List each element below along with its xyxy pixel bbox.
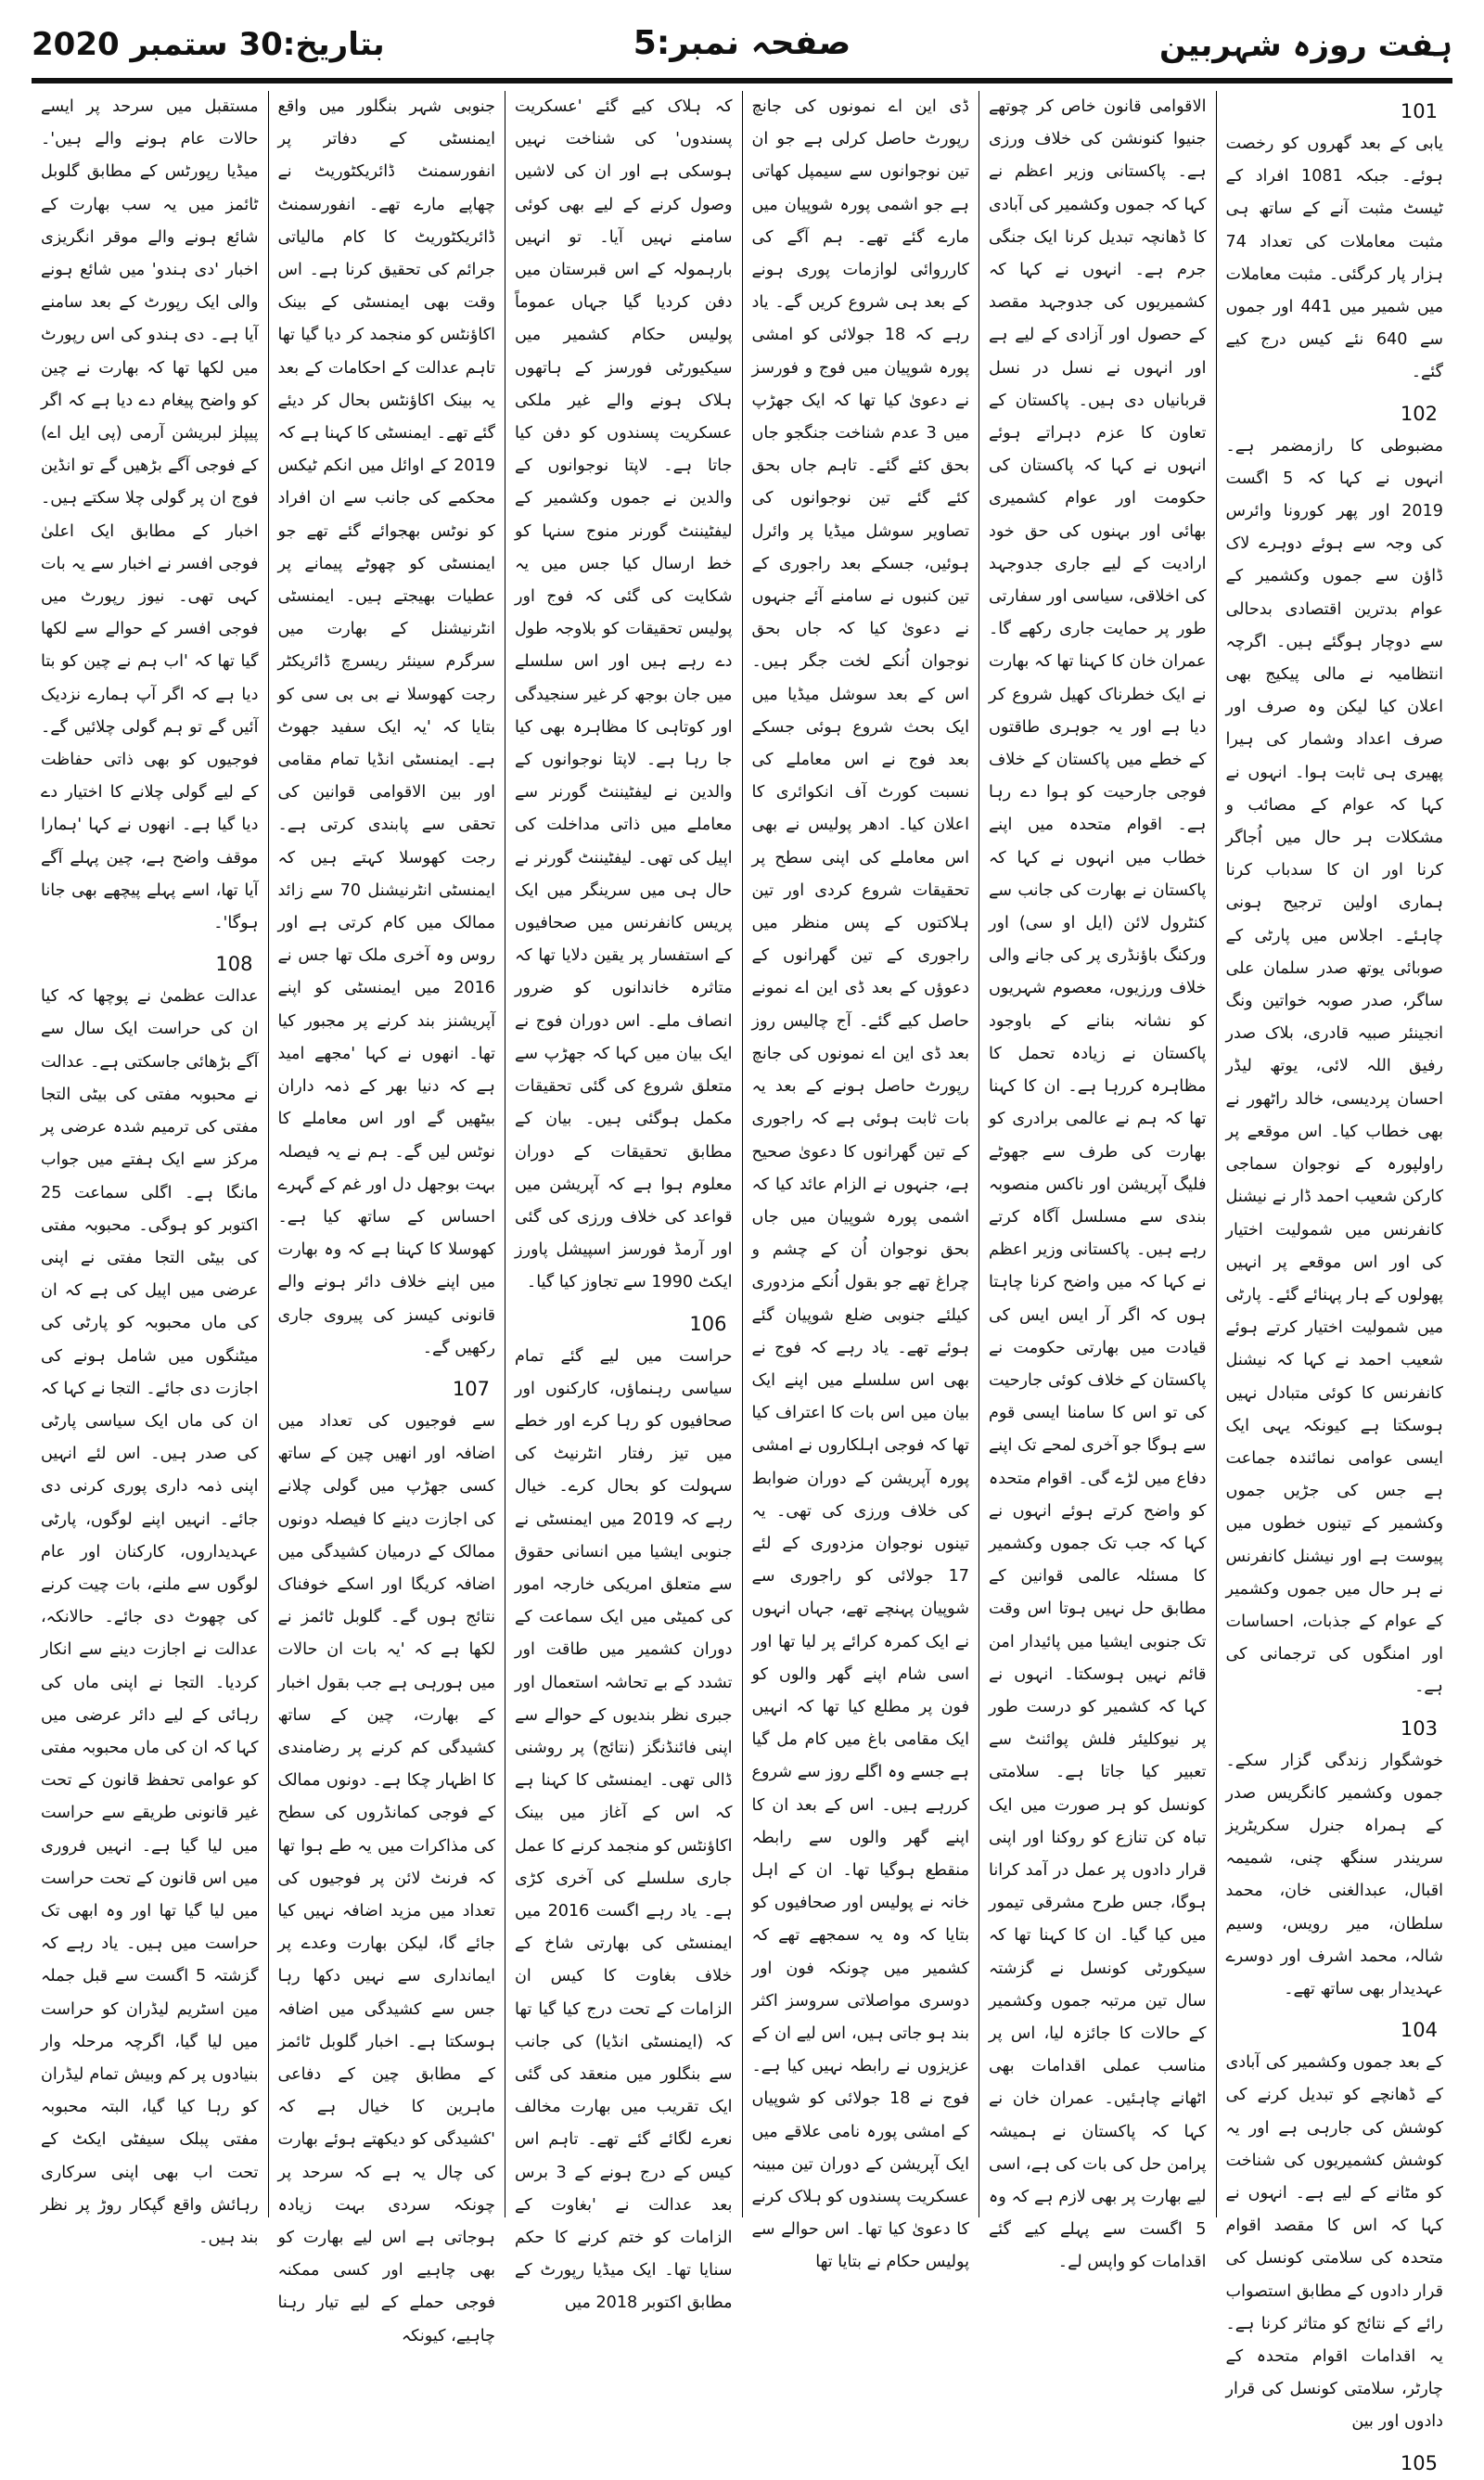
article-paragraph: کے بعد جموں وکشمیر کی آبادی کے ڈھانچے کو تبدیل کرنے کی کوشش کی جارہی ہے اور یہ کوشش کشمیریوں کی شناخت کو مٹانے کے لیے ہے۔ انہوں نے کہا کہ اس کا مقصد اقوام متحدہ کی سلامتی کونسل کی قرار دادوں کے مطابق استصواب رائے کے نتائج کو متاثر کرنا ہے۔ یہ اقدامات اقوام متحدہ کے چارٹر، سلامتی کونسل کی قرار دادوں اور بین (1225, 2053, 1443, 2432)
article-paragraph: الاقوامی قانون خاص کر چوتھے جنیوا کنونشن کی خلاف ورزی ہے۔ پاکستانی وزیر اعظم نے کہا کہ جموں وکشمیر کی آبادی کا ڈھانچہ تبدیل کرنا ایک جنگی جرم ہے۔ انہوں نے کہا کہ کشمیریوں کی جدوجہد مقصد کے حصول اور آزادی کے لیے ہے اور انہوں نے نسل در نسل قربانیاں دی ہیں۔ پاکستان کے تعاون کا عزم دہراتے ہوئے انہوں نے کہا کہ پاکستان کی حکومت اور عوام کشمیری بھائی اور بہنوں کی حق خود ارادیت کے لیے جاری جدوجہد کی اخلاقی، سیاسی اور سفارتی طور پر حمایت جاری رکھے گا۔ عمران خان کا کہنا تھا کہ بھارت نے ایک خطرناک کھیل شروع کر دیا ہے اور یہ جوہری طاقتوں کے خطے میں پاکستان کے خلاف فوجی جارحیت کو ہوا دے رہا ہے۔ اقوام متحدہ میں اپنے خطاب میں انہوں نے کہا کہ پاکستان نے بھارت کی جانب سے کنٹرول لائن (ایل او سی) اور ورکنگ باؤنڈری پر کی جانے والی خلاف ورزیوں، معصوم شہریوں کو نشانہ بنانے کے باوجود پاکستان نے زیادہ تحمل کا مظاہرہ کررہا ہے۔ ان کا کہنا تھا کہ ہم نے عالمی برادری کو بھارت کی طرف سے جھوٹے فلیگ آپریشن اور ناکس منصوبہ بندی سے مسلسل آگاہ کرتے رہے ہیں۔ پاکستانی وزیر اعظم نے کہا کہ میں واضح کرنا چاہتا ہوں کہ اگر آر ایس ایس کی قیادت میں بھارتی حکومت نے پاکستان کے خلاف کوئی جارحیت کی تو اس کا سامنا ایسی قوم سے ہوگا جو آخری لمحے تک اپنے دفاع میں لڑے گی۔ اقوام متحدہ کو واضح کرتے ہوئے انہوں نے کہا کہ جب تک جموں وکشمیر کا مسئلہ عالمی قوانین کے مطابق حل نہیں ہوتا اس وقت تک جنوبی ایشیا میں پائیدار امن قائم نہیں ہوسکتا۔ انہوں نے کہا کہ کشمیر کو درست طور پر نیوکلیئر فلش پوائنٹ سے تعبیر کیا جاتا ہے۔ سلامتی کونسل کو ہر صورت میں ایک تباہ کن تنازع کو روکنا اور اپنی قرار دادوں پر عمل در آمد کرانا ہوگا، جس طرح مشرقی تیمور میں کیا گیا۔ ان کا کہنا تھا کہ سیکورٹی کونسل نے گزشتہ سال تین مرتبہ جموں وکشمیر کے حالات کا جائزہ لیا، اس پر مناسب عملی اقدامات بھی اٹھانے چاہئیں۔ عمران خان نے کہا کہ پاکستان نے ہمیشہ پرامن حل کی بات کی ہے، اسی لیے بھارت پر بھی لازم ہے کہ وہ 5 اگست سے پہلے کیے گئے اقدامات کو واپس لے۔ (989, 97, 1207, 2272)
column-6 (32, 91, 268, 2247)
article-paragraph: عدالت عظمیٰ نے پوچھا کہ کیا ان کی حراست ایک سال سے آگے بڑھائی جاسکتی ہے۔ عدالت نے محبوبہ مفتی کی بیٹی التجا مفتی کی ترمیم شدہ عرضی پر مرکز سے ایک ہفتے میں جواب مانگا ہے۔ اگلی سماعت 25 اکتوبر کو ہوگی۔ محبوبہ مفتی کی بیٹی التجا مفتی نے اپنی عرضی میں اپیل کی ہے کہ ان کی ماں محبوبہ کو پارٹی کی میٹنگوں میں شامل ہونے کی اجازت دی جائے۔ التجا نے کہا کہ ان کی ماں ایک سیاسی پارٹی کی صدر ہیں۔ اس لئے انہیں اپنی ذمہ داری پوری کرنی دی جائے۔ انہیں اپنے لوگوں، پارٹی عہدیداروں، کارکنان اور عام لوگوں سے ملنے، بات چیت کرنے کی چھوٹ دی جائے۔ حالانکہ، عدالت نے اجازت دینے سے انکار کردیا۔ التجا نے اپنی ماں کی رہائی کے لیے دائر عرضی میں کہا کہ ان کی ماں محبوبہ مفتی کو عوامی تحفظ قانون کے تحت غیر قانونی طریقے سے حراست میں لیا گیا ہے۔ انہیں فروری میں اس قانون کے تحت حراست میں لیا گیا تھا اور وہ ابھی تک حراست میں ہیں۔ یاد رہے کہ گزشتہ 5 اگست سے قبل جملہ مین اسٹریم لیڈران کو حراست میں لیا گیا، اگرچہ مرحلہ وار بنیادوں پر کم وبیش تمام لیڈران کو رہا کیا گیا، البتہ محبوبہ مفتی پبلک سیفٹی ایکٹ کے تحت اب بھی اپنی سرکاری رہائش واقع گپکار روڑ پر نظر بند ہیں۔ (41, 987, 259, 2247)
issue-date: بتاریخ:30 ستمبر 2020 (32, 26, 385, 63)
article-paragraph: سے فوجیوں کی تعداد میں اضافہ اور انھیں چین کے ساتھ کسی جھڑپ میں گولی چلانے کی اجازت دینے کا فیصلہ دونوں ممالک کے درمیان کشیدگی میں اضافہ کریگا اور اسکے خوفناک نتائج ہوں گے۔ گلوبل ٹائمز نے لکھا ہے کہ 'یہ بات ان حالات میں ہورہی ہے جب بقول اخبار کے بھارت، چین کے ساتھ کشیدگی کم کرنے پر رضامندی کا اظہار چکا ہے۔ دونوں ممالک کے فوجی کمانڈروں کی سطح کی مذاکرات میں یہ طے ہوا تھا کہ فرنٹ لائن پر فوجیوں کی تعداد میں مزید اضافہ نہیں کیا جائے گا، لیکن بھارت وعدے پر ایمانداری سے نہیں دکھا رہا جس سے کشیدگی میں اضافہ ہوسکتا ہے۔ اخبار گلوبل ٹائمز کے مطابق چین کے دفاعی ماہرین کا خیال ہے کہ 'کشیدگی کو دیکھتے ہوئے بھارت کی چال یہ ہے کہ سرحد پر چونکہ سردی بہت زیادہ ہوجاتی ہے اس لیے بھارت کو بھی چاہیے اور کسی ممکنہ فوجی حملے کے لیے تیار رہنا چاہیے، کیونکہ (277, 1411, 495, 2345)
column-2 (979, 91, 1216, 2272)
article-paragraph: کہ ہلاک کیے گئے 'عسکریت پسندوں' کی شناخت نہیں ہوسکی ہے اور ان کی لاشیں وصول کرنے کے لیے بھی کوئی سامنے نہیں آیا۔ تو انہیں بارہمولہ کے اس قبرستان میں دفن کردیا گیا جہاں عموماً پولیس حکام کشمیر میں سیکیورٹی فورسز کے ہاتھوں ہلاک ہونے والے غیر ملکی عسکریت پسندوں کو دفن کیا جاتا ہے۔ لاپتا نوجوانوں کے والدین نے جموں وکشمیر کے لیفٹیننٹ گورنر منوج سنہا کو خط ارسال کیا جس میں یہ شکایت کی گئی کہ فوج اور پولیس تحقیقات کو بلاوجہ طول دے رہے ہیں اور اس سلسلے میں جان بوجھ کر غیر سنجیدگی اور کوتاہی کا مظاہرہ بھی کیا جا رہا ہے۔ لاپتا نوجوانوں کے والدین نے لیفٹیننٹ گورنر سے معاملے میں ذاتی مداخلت کی اپیل کی تھی۔ لیفٹیننٹ گورنر نے حال ہی میں سرینگر میں ایک پریس کانفرنس میں صحافیوں کے استفسار پر یقین دلایا تھا کہ متاثرہ خاندانوں کو ضرور انصاف ملے۔ اس دوران فوج نے ایک بیان میں کہا کہ جھڑپ سے متعلق شروع کی گئی تحقیقات مکمل ہوگئی ہیں۔ بیان کے مطابق تحقیقات کے دوران معلوم ہوا ہے کہ آپریشن میں قواعد کی خلاف ورزی کی گئی اور آرمڈ فورسز اسپیشل پاورز ایکٹ 1990 سے تجاوز کیا گیا۔ (515, 97, 733, 1292)
article-paragraph: خوشگوار زندگی گزار سکے۔ جموں وکشمیر کانگریس صدر کے ہمراہ جنرل سکریٹریز سریندر سنگھ چنی، شمیمہ اقبال، عبدالغنی خان، محمد سلطان، میر رویس، وسیم شالہ، محمد اشرف اور دوسرے عہدیدار بھی ساتھ تھے۔ (1225, 1751, 1443, 1998)
section-number: 108 (215, 953, 253, 976)
section-number: 101 (1400, 100, 1438, 122)
masthead-title: ہفت روزہ شہربین (1158, 26, 1452, 64)
article-paragraph: مستقبل میں سرحد پر ایسے حالات عام ہونے والے ہیں'۔ میڈیا رپورٹس کے مطابق گلوبل ٹائمز میں یہ سب بھارت کے شائع ہونے والے موقر انگریزی اخبار 'دی ہندو' میں شائع ہونے والی ایک رپورٹ کے بعد سامنے آیا ہے۔ دی ہندو کی اس رپورٹ میں لکھا تھا کہ بھارت نے چین کو واضح پیغام دے دیا ہے کہ اگر پیپلز لبریشن آرمی (پی ایل اے) کے فوجی آگے بڑھیں گے تو انڈین فوج ان پر گولی چلا سکتے ہیں۔ اخبار کے مطابق ایک اعلیٰ فوجی افسر نے اخبار سے یہ بات کہی تھی۔ نیوز رپورٹ میں فوجی افسر کے حوالے سے لکھا گیا تھا کہ 'اب ہم نے چین کو بتا دیا ہے کہ اگر آپ ہمارے نزدیک آئیں گے تو ہم گولی چلائیں گے۔ فوجیوں کو بھی ذاتی حفاظت کے لیے گولی چلانے کا اختیار دے دیا گیا ہے۔ انھوں نے کہا 'ہمارا موقف واضح ہے، چین پہلے آگے آیا تھا، اسے پہلے پیچھے بھی جانا ہوگا'۔ (41, 97, 259, 933)
column-3 (742, 91, 979, 2272)
article-columns (32, 91, 1452, 2474)
article-paragraph: ڈی این اے نمونوں کی جانچ رپورٹ حاصل کرلی ہے جو ان تین نوجوانوں سے سیمپل کھاتی ہے جو اشمی پورہ شوپیان میں مارے گئے تھے۔ ہم آگے کی کارروائی لوازمات پوری ہونے کے بعد ہی شروع کریں گے۔ یاد رہے کہ 18 جولائی کو امشی پورہ شوپیان میں فوج و فورسز نے دعویٰ کیا تھا کہ ایک جھڑپ میں 3 عدم شناخت جنگجو جاں بحق کئے گئے۔ تاہم جاں بحق کئے گئے تین نوجوانوں کی تصاویر سوشل میڈیا پر وائرل ہوئیں، جسکے بعد راجوری کے تین کنبوں نے سامنے آئے جنہوں نے دعویٰ کیا کہ جاں بحق نوجوان اُنکے لخت جگر ہیں۔ اس کے بعد سوشل میڈیا میں ایک بحث شروع ہوئی جسکے بعد فوج نے اس معاملے کی نسبت کورٹ آف انکوائری کا اعلان کیا۔ ادھر پولیس نے بھی اس معاملے کی اپنی سطح پر تحقیقات شروع کردی اور تین ہلاکتوں کے پس منظر میں راجوری کے تین گھرانوں کے دعوؤں کے بعد ڈی این اے نمونے حاصل کیے گئے۔ آج چالیس روز بعد ڈی این اے نمونوں کی جانچ رپورٹ حاصل ہونے کے بعد یہ بات ثابت ہوئی ہے کہ راجوری کے تین گھرانوں کا دعویٰ صحیح ہے، جنہوں نے الزام عائد کیا کہ اشمی پورہ شوپیان میں جاں بحق نوجوان اُن کے چشم و چراغ تھے جو بقول اُنکے مزدوری کیلئے جنوبی ضلع شوپیان گئے ہوئے تھے۔ یاد رہے کہ فوج نے بھی اس سلسلے میں اپنے ایک بیان میں اس بات کا اعتراف کیا تھا کہ فوجی اہلکاروں نے امشی پورہ آپریشن کے دوران ضوابط کی خلاف ورزی کی تھی۔ یہ تینوں نوجوان مزدوری کے لئے 17 جولائی کو راجوری سے شوپیان پہنچے تھے، جہاں انہوں نے ایک کمرہ کرائے پر لیا تھا اور اسی شام اپنے گھر والوں کو فون پر مطلع کیا تھا کہ انہیں ایک مقامی باغ میں کام مل گیا ہے جسے وہ اگلے روز سے شروع کررہے ہیں۔ اس کے بعد ان کا اپنے گھر والوں سے رابطہ منقطع ہوگیا تھا۔ ان کے اہل خانہ نے پولیس اور صحافیوں کو بتایا کہ وہ یہ سمجھے تھے کہ کشمیر میں چونکہ فون اور دوسری مواصلاتی سروسز اکثر بند ہو جاتی ہیں، اس لیے ان کے عزیزوں نے رابطہ نہیں کیا ہے۔ فوج نے 18 جولائی کو شوپیاں کے امشی پورہ نامی علاقے میں ایک آپریشن کے دوران تین مبینہ عسکریت پسندوں کو ہلاک کرنے کا دعویٰ کیا تھا۔ اس حوالے سے پولیس حکام نے بتایا تھا (751, 97, 969, 2272)
article-paragraph: یابی کے بعد گھروں کو رخصت ہوئے۔ جبکہ 1081 افراد کے ٹیسٹ مثبت آنے کے ساتھ ہی مثبت معاملات کی تعداد 74 ہزار پار کرگئی۔ مثبت معاملات میں شمیر میں 441 اور جموں سے 640 نئے کیس درج کیے گئے۔ (1225, 135, 1443, 382)
section-number: 105 (1400, 2451, 1438, 2474)
section-number: 102 (1400, 402, 1438, 425)
column-5 (268, 91, 505, 2345)
section-number: 103 (1400, 1716, 1438, 1740)
page-number: صفحہ نمبر:5 (633, 24, 851, 62)
section-number: 106 (689, 1312, 727, 1335)
article-paragraph: جنوبی شہر بنگلور میں واقع ایمنسٹی کے دفاتر پر انفورسمنٹ ڈائریکٹوریٹ نے چھاپے مارے تھے۔ انفورسمنٹ ڈائریکٹوریٹ کا کام مالیاتی جرائم کی تحقیق کرنا ہے۔ اس وقت بھی ایمنسٹی کے بینک اکاؤنٹس کو منجمد کر دیا گیا تھا تاہم عدالت کے احکامات کے بعد یہ بینک اکاؤنٹس بحال کر دیئے گئے تھے۔ ایمنسٹی کا کہنا ہے کہ 2019 کے اوائل میں انکم ٹیکس محکمے کی جانب سے ان افراد کو نوٹس بھجوائے گئے تھے جو ایمنسٹی کو چھوٹے پیمانے پر عطیات بھیجتے ہیں۔ ایمنسٹی انٹرنیشنل کے بھارت میں سرگرم سینئر ریسرچ ڈائریکٹر رجت کھوسلا نے بی بی سی کو بتایا کہ 'یہ ایک سفید جھوٹ ہے۔ ایمنسٹی انڈیا تمام مقامی اور بین الاقوامی قوانین کی تحقی سے پابندی کرتی ہے۔ رجت کھوسلا کہتے ہیں کہ ایمنسٹی انٹرنیشنل 70 سے زائد ممالک میں کام کرتی ہے اور روس وہ آخری ملک تھا جس نے 2016 میں ایمنسٹی کو اپنے آپریشنز بند کرنے پر مجبور کیا تھا۔ انھوں نے کہا 'مجھے امید ہے کہ دنیا بھر کے ذمہ داران بیٹھیں گے اور اس معاملے کا نوٹس لیں گے۔ ہم نے یہ فیصلہ بہت بوجھل دل اور غم کے گہرے احساس کے ساتھ کیا ہے۔ کھوسلا کا کہنا ہے کہ وہ بھارت میں اپنے خلاف دائر ہونے والے قانونی کیسز کی پیروی جاری رکھیں گے۔ (277, 97, 495, 1357)
section-number: 104 (1400, 2019, 1438, 2042)
article-paragraph: مضبوطی کا رازمضمر ہے۔ انہوں نے کہا کہ 5 اگست 2019 اور پھر کورونا وائرس کی وجہ سے ہوئے دوہرے لاک ڈاؤن سے جموں وکشمیر کے عوام بدترین اقتصادی بدحالی سے دوچار ہوگئے ہیں۔ اگرچہ انتظامیہ نے مالی پیکیج بھی اعلان کیا لیکن وہ صرف اور صرف اعداد وشمار کی ہیرا پھیری ہی ثابت ہوا۔ انہوں نے کہا کہ عوام کے مصائب و مشکلات ہر حال میں اُجاگر کرنا اور ان کا سدباب کرنا ہماری اولین ترجیح ہونی چاہئے۔ اجلاس میں پارٹی کے صوبائی یوتھ صدر سلمان علی ساگر، صدر صوبہ خواتین ونگ انجینئر صبیہ قادری، بلاک صدر رفیق اللہ لائی، یوتھ لیڈر احسان پردیسی، خالد راٹھور نے بھی خطاب کیا۔ اس موقعے پر راولپورہ کے نوجوان سماجی کارکن شعیب احمد ڈار نے نیشنل کانفرنس میں شمولیت اختیار کی اور اس موقعے پر انہیں پھولوں کے ہار پہنائے گئے۔ پارٹی میں شمولیت اختیار کرتے ہوئے شعیب احمد نے کہا کہ نیشنل کانفرنس کا کوئی متبادل نہیں ہوسکتا ہے کیونکہ یہی ایک ایسی عوامی نمائندہ جماعت ہے جس کی جڑیں جموں وکشمیر کے تینوں خطوں میں پیوست ہے اور نیشنل کانفرنس نے ہر حال میں جموں وکشمیر کے عوام کے جذبات، احساسات اور امنگوں کی ترجمانی کی ہے۔ (1225, 436, 1443, 1697)
column-1 (1216, 91, 1453, 2474)
page-header (32, 19, 1452, 71)
header-rule (32, 78, 1452, 84)
section-number: 107 (452, 1377, 490, 1400)
column-4 (505, 91, 742, 2313)
article-paragraph: حراست میں لیے گئے تمام سیاسی رہنماؤں، کارکنوں اور صحافیوں کو رہا کرے اور خطے میں تیز رفتار انٹرنیٹ کی سہولت کو بحال کرے۔ خیال رہے کہ 2019 میں ایمنسٹی نے جنوبی ایشیا میں انسانی حقوق سے متعلق امریکی خارجہ امور کی کمیٹی میں ایک سماعت کے دوران کشمیر میں طاقت اور تشدد کے بے تحاشہ استعمال اور جبری نظر بندیوں کے حوالے سے اپنی فائنڈنگز (نتائج) پر روشنی ڈالی تھی۔ ایمنسٹی کا کہنا ہے کہ اس کے آغاز میں بینک اکاؤنٹس کو منجمد کرنے کا عمل جاری سلسلے کی آخری کڑی ہے۔ یاد رہے اگست 2016 میں ایمنسٹی کی بھارتی شاخ کے خلاف بغاوت کا کیس ان الزامات کے تحت درج کیا گیا تھا کہ (ایمنسٹی انڈیا) کی جانب سے بنگلور میں منعقد کی گئی ایک تقریب میں بھارت مخالف نعرے لگائے گئے تھے۔ تاہم اس کیس کے درج ہونے کے 3 برس بعد عدالت نے 'بغاوت کے الزامات کو ختم کرنے کا حکم سنایا تھا۔ ایک میڈیا رپورٹ کے مطابق اکتوبر 2018 میں (515, 1346, 733, 2313)
